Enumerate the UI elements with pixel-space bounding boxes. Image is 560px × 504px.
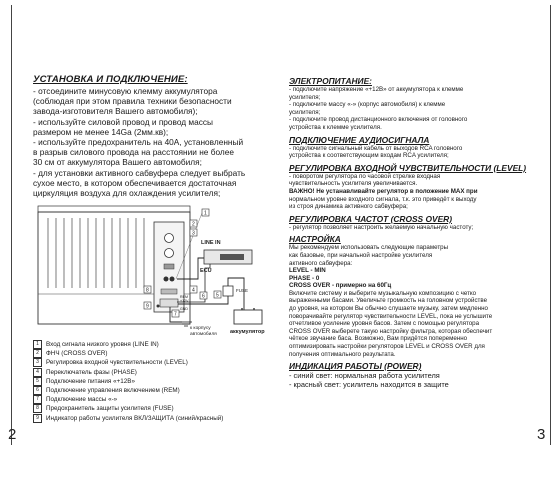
power-line: усилителя; <box>289 108 321 116</box>
installation-line: - отсоедините минусовую клемму аккумулятора <box>33 86 218 96</box>
level-heading: РЕГУЛИРОВКА ВХОДНОЙ ЧУВСТВИТЕЛЬНОСТИ (LEVEL) <box>289 162 527 173</box>
tuning-line: поворачивайте регулятор чувствительности LEVEL, пока не услышите <box>289 312 493 320</box>
legend-text: Подключение питания «+12В» <box>46 377 135 385</box>
tuning-text <box>289 244 544 358</box>
callout-6: 6 <box>202 293 205 300</box>
terminal-block <box>160 299 178 307</box>
installation-line: - для установки активного сабвуфера следует выбрать <box>33 167 246 178</box>
rca-input <box>164 277 169 282</box>
phase-switch <box>164 264 174 269</box>
gnd-terminal-label: GND <box>180 307 188 311</box>
legend-text: Подключение массы «-» <box>46 396 118 404</box>
legend-text: Вход сигнала низкого уровня (LINE IN) <box>46 341 159 349</box>
legend-text: Индикатор работы усилителя ВКЛ/ЗАЩИТА (синий/красный) <box>46 414 224 422</box>
legend-number: 2 <box>33 349 42 358</box>
car-body-label-2: автомобиля <box>190 332 217 337</box>
battery <box>234 310 262 324</box>
level-line: чувствительность усилителя увеличивается. <box>289 180 418 188</box>
heatsink-fins <box>48 218 144 288</box>
tuning-line: оптимизировать настройки регуляторов LEVEL и CROSS OVER для <box>289 343 485 351</box>
level-text <box>289 173 544 211</box>
installation-text <box>33 86 283 198</box>
tuning-line: CROSS OVER выберете такую настройку фильтра, которая обеспечит <box>289 327 493 335</box>
enclosure-top <box>38 206 190 212</box>
legend-item <box>33 340 273 349</box>
installation-line: (соблюдая при этом правила техники безопасности <box>33 96 232 107</box>
installation-line: размером не менее 14Ga (2мм.кв); <box>33 126 169 137</box>
installation-line: циркуляция воздуха для охлаждения усилителя; <box>33 188 221 199</box>
installation-heading: УСТАНОВКА И ПОДКЛЮЧЕНИЕ: <box>33 74 188 85</box>
audio-line: устройства к соответствующим входам RCA усилителя; <box>289 152 449 160</box>
line-in-label: LINE IN <box>201 240 221 246</box>
tuning-line: как базовые, при начальной настройке усилителя <box>289 251 433 259</box>
indicator-line: - синий свет: нормальная работа усилителя <box>289 371 440 381</box>
installation-line: 30 см от аккумулятора Вашего автомобиля; <box>33 157 202 168</box>
legend-number: 4 <box>33 368 42 377</box>
callout-5: 5 <box>216 292 219 299</box>
crossover-line: - регулятор позволяет настроить желаемую начальную частоту; <box>289 223 474 231</box>
legend-text: Предохранитель защиты усилителя (FUSE) <box>46 405 174 413</box>
legend-number: 8 <box>33 404 42 413</box>
installation-line: в разрыв силового провода на расстоянии не более <box>33 147 234 158</box>
installation-line: - используйте предохранитель на 40А, установленный <box>33 137 244 148</box>
installation-section <box>33 74 283 198</box>
crossover-heading: РЕГУЛИРОВКА ЧАСТОТ (CROSS OVER) <box>289 213 452 224</box>
crossover-text <box>289 224 544 232</box>
level-knob <box>165 234 174 243</box>
audio-line: - подключите сигнальный кабель от выходов RCA головного <box>289 144 463 152</box>
power-text <box>289 86 544 132</box>
legend-item <box>33 377 273 386</box>
fuse-label: FUSE <box>236 288 249 293</box>
legend-item <box>33 368 273 377</box>
callout-1: 1 <box>204 210 207 217</box>
page-number-right: 3 <box>537 426 546 443</box>
tuning-line: до уровня, на котором Вы обычно слушаете музыку, затем медленно <box>289 305 488 313</box>
rem-terminal-label: REM <box>180 295 188 299</box>
wiring-diagram <box>30 198 280 338</box>
audio-heading: ПОДКЛЮЧЕНИЕ АУДИОСИГНАЛА <box>289 134 430 145</box>
right-page-edge <box>550 5 551 445</box>
car-body-label: к корпусу <box>190 326 211 331</box>
tuning-line: отчетливое усиление уровня басов. Затем с помощью регулятора <box>289 320 480 328</box>
tuning-line: Мы рекомендуем использовать следующие параметры <box>289 244 449 252</box>
tuning-line: получения оптимального результата. <box>289 350 396 358</box>
tuning-param-crossover: CROSS OVER - примерно на 60Гц <box>289 282 392 290</box>
installation-line: завода-изготовителя Вашего автомобиля); <box>33 106 198 117</box>
tuning-line: чёткое звучание баса. Возможно, Вам придётся попеременно <box>289 335 468 343</box>
ecu-label: ECU <box>200 268 212 274</box>
level-line: из строя динамика активного сабвуфера; <box>289 203 408 211</box>
inline-fuse <box>223 286 233 296</box>
callout-8: 8 <box>146 287 149 294</box>
tuning-line: активного сабвуфера: <box>289 259 353 267</box>
power-line: - подключите напряжение «+12В» от аккумулятора к клемме <box>289 86 464 93</box>
tuning-param-level: LEVEL - MIN <box>289 267 326 275</box>
crossover-knob <box>165 249 174 258</box>
power-line: - подключите провод дистанционного включения от головного <box>289 116 468 124</box>
legend-item <box>33 395 273 404</box>
rca-input <box>170 277 175 282</box>
legend-item <box>33 414 273 423</box>
tuning-heading: НАСТРОЙКА <box>289 234 341 245</box>
left-page-edge <box>11 5 12 445</box>
indicator-text <box>289 371 544 389</box>
legend-item <box>33 404 273 413</box>
level-line: нормальном уровне входного сигнала, т.к. это приведёт к выходу <box>289 195 477 203</box>
installation-line: - используйте силовой провод и провод массы <box>33 116 214 127</box>
legend-number: 6 <box>33 386 42 395</box>
legend-item <box>33 349 273 358</box>
fuse-block <box>161 289 177 294</box>
legend-number: 9 <box>33 414 42 423</box>
legend-number: 1 <box>33 340 42 349</box>
callout-4: 4 <box>192 287 195 294</box>
battery-label: аккумулятор <box>230 329 265 335</box>
indicator-heading: ИНДИКАЦИЯ РАБОТЫ (POWER) <box>289 361 422 372</box>
tuning-param-phase: PHASE - 0 <box>289 274 320 282</box>
page-number-left: 2 <box>8 426 17 443</box>
legend-text: Подключение управления включением (REM) <box>46 387 180 395</box>
level-line: - поворотом регулятора по часовой стрелке входная <box>289 172 441 180</box>
head-unit-display <box>220 254 244 260</box>
legend-number: 5 <box>33 377 42 386</box>
level-warning: ВАЖНО! Не устанавливайте регулятор в положение MAX при <box>289 187 478 195</box>
legend-text: Регулировка входной чувствительности (LEVEL) <box>46 359 188 367</box>
right-page-content <box>289 76 544 389</box>
diagram-legend <box>33 340 273 423</box>
audio-text <box>289 145 544 160</box>
b12-terminal-label: +12V <box>180 299 189 303</box>
legend-text: Переключатель фазы (PHASE) <box>46 368 137 376</box>
installation-line: сухое место, в котором обеспечивается достаточная <box>33 177 237 188</box>
callout-2: 2 <box>192 221 195 228</box>
power-line: устройства к клемме усилителя. <box>289 123 382 131</box>
power-heading: ЭЛЕКТРОПИТАНИЕ: <box>289 76 372 86</box>
callout-3: 3 <box>192 230 195 237</box>
tuning-line: выраженными басами. Увеличьте громкость на головном устройстве <box>289 297 488 305</box>
legend-item <box>33 386 273 395</box>
power-line: усилителя; <box>289 93 321 101</box>
callout-9: 9 <box>146 303 149 310</box>
legend-number: 7 <box>33 395 42 404</box>
tuning-line: Включите систему и выберите музыкальную композицию с четко <box>289 289 477 297</box>
legend-number: 3 <box>33 358 42 367</box>
indicator-line: - красный свет: усилитель находится в защите <box>289 380 449 390</box>
power-line: - подключите массу «-» (корпус автомобиля) к клемме <box>289 101 446 109</box>
power-led <box>157 305 160 308</box>
legend-text: ФНЧ (CROSS OVER) <box>46 350 108 358</box>
callout-7: 7 <box>174 311 177 318</box>
legend-item <box>33 358 273 367</box>
